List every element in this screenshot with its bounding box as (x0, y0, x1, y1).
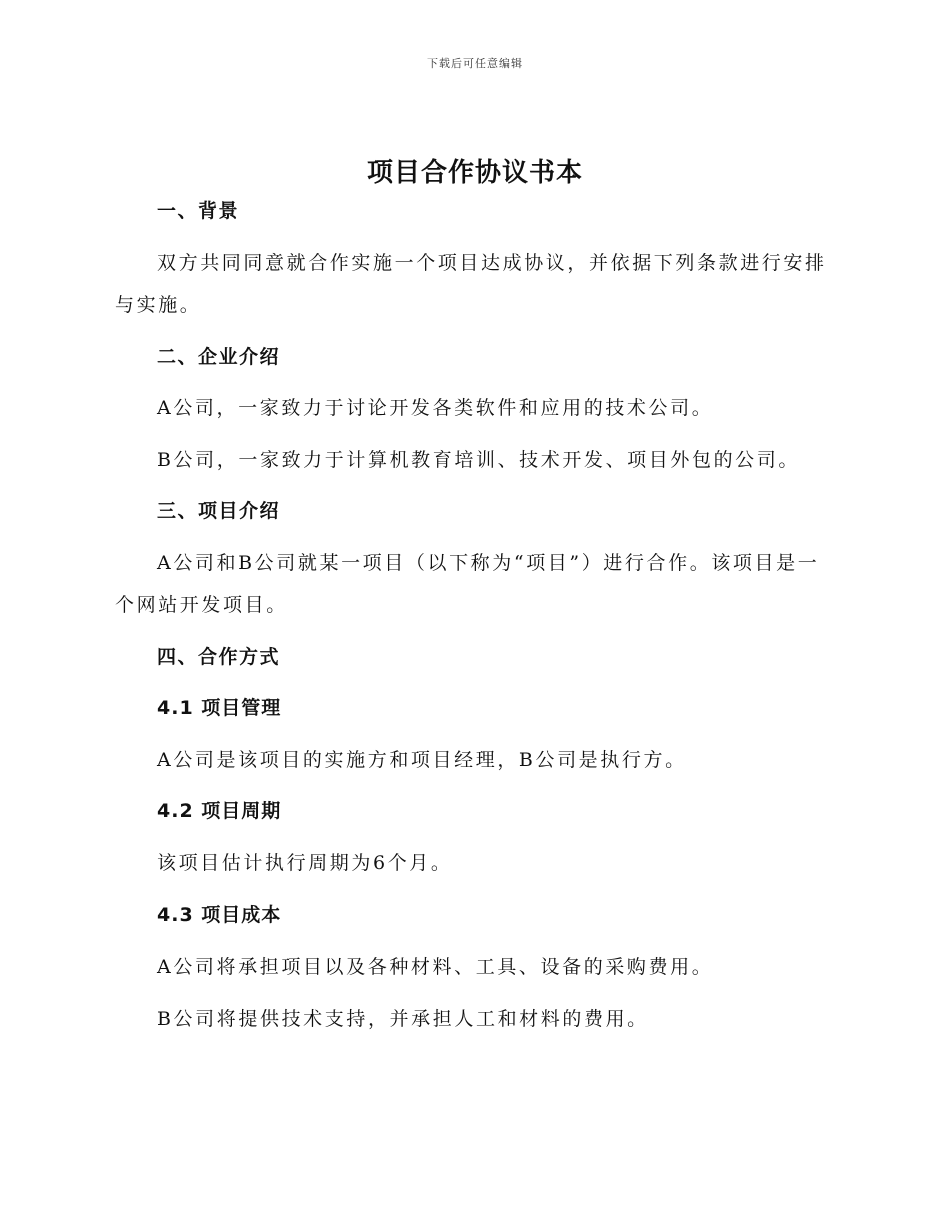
paragraph-project-management: A公司是该项目的实施方和项目经理，B公司是执行方。 (157, 749, 687, 771)
subheading-project-management: 4.1 项目管理 (157, 697, 282, 719)
paragraph-project-period: 该项目估计执行周期为6个月。 (157, 852, 453, 874)
section-heading-project-intro: 三、项目介绍 (157, 500, 281, 522)
paragraph-company-a: A公司，一家致力于讨论开发各类软件和应用的技术公司。 (157, 397, 714, 419)
subheading-project-period: 4.2 项目周期 (157, 800, 282, 822)
paragraph-project-intro: A公司和B公司就某一项目（以下称为“项目”）进行合作。该项目是一个网站开发项目。 (115, 552, 820, 616)
document-title: 项目合作协议书本 (366, 158, 583, 188)
section-heading-cooperation: 四、合作方式 (157, 646, 281, 668)
section-heading-background: 一、背景 (157, 200, 240, 222)
paragraph-background: 双方共同同意就合作实施一个项目达成协议，并依据下列条款进行安排与实施。 (115, 252, 827, 316)
paragraph-cost-b: B公司将提供技术支持，并承担人工和材料的费用。 (157, 1008, 649, 1030)
paragraph-cost-a: A公司将承担项目以及各种材料、工具、设备的采购费用。 (157, 956, 714, 978)
section-heading-company-intro: 二、企业介绍 (157, 346, 281, 368)
paragraph-company-b: B公司，一家致力于计算机教育培训、技术开发、项目外包的公司。 (157, 449, 800, 471)
subheading-project-cost: 4.3 项目成本 (157, 904, 282, 926)
header-note: 下载后可任意编辑 (427, 57, 523, 70)
